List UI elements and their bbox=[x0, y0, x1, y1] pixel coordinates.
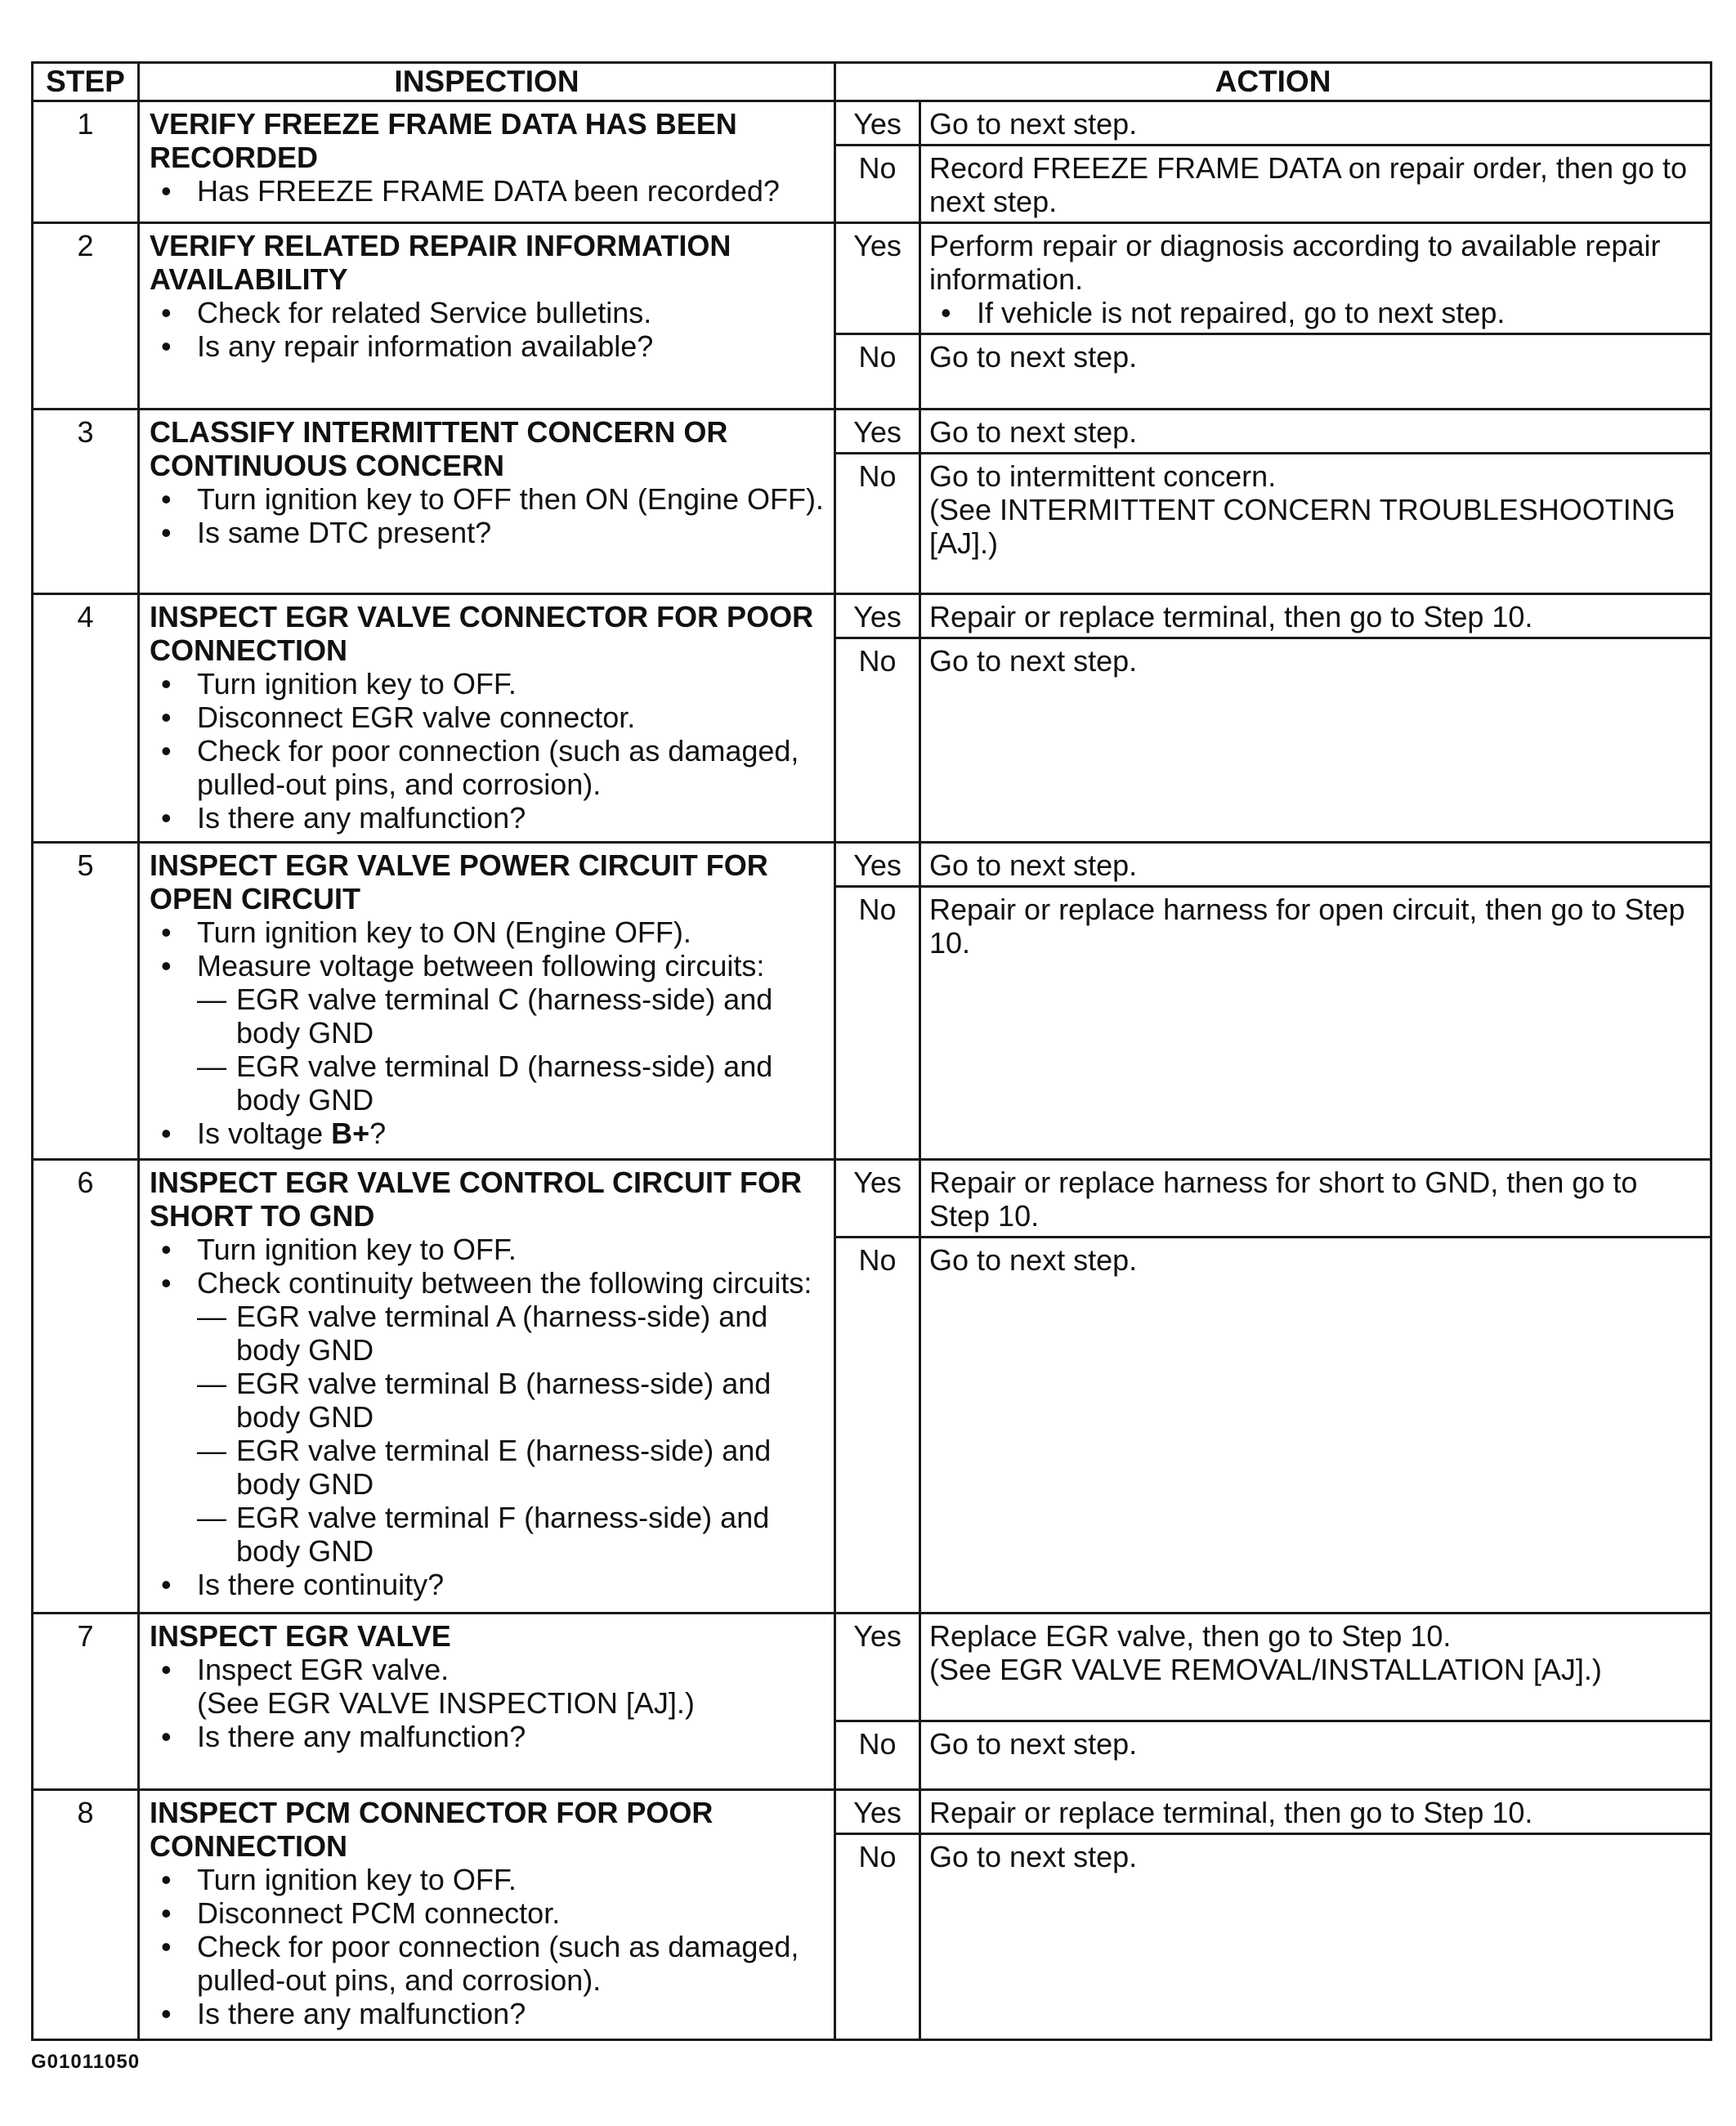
answer-no: No bbox=[835, 1834, 920, 2040]
checklist-text: Check for poor connection (such as damaged, pulled-out pins, and corrosion). bbox=[197, 734, 799, 801]
table-row bbox=[33, 594, 1711, 638]
checklist-item bbox=[150, 1266, 829, 1568]
checklist-item bbox=[150, 801, 829, 835]
checklist-item bbox=[150, 1863, 829, 1896]
answer-no: No bbox=[835, 638, 920, 843]
table-row bbox=[33, 1614, 1711, 1721]
answer-yes: Yes bbox=[835, 223, 920, 334]
table-row bbox=[33, 1160, 1711, 1238]
step-number: 4 bbox=[33, 594, 139, 843]
table-row bbox=[33, 1790, 1711, 1834]
checklist-item bbox=[150, 329, 829, 363]
answer-yes: Yes bbox=[835, 843, 920, 887]
checklist-text: Turn ignition key to OFF. bbox=[197, 1863, 517, 1896]
action-cell bbox=[920, 843, 1711, 887]
action-cell bbox=[920, 1160, 1711, 1238]
inspection-title: INSPECT PCM CONNECTOR FOR POOR CONNECTION bbox=[150, 1796, 714, 1863]
inspection-checklist bbox=[150, 1863, 829, 2030]
table-row bbox=[33, 843, 1711, 887]
answer-no: No bbox=[835, 145, 920, 223]
step-number: 8 bbox=[33, 1790, 139, 2040]
inspection-checklist bbox=[150, 915, 829, 1150]
checklist-text: Is there any malfunction? bbox=[197, 801, 526, 835]
action-cell bbox=[920, 454, 1711, 594]
inspection-checklist bbox=[150, 482, 829, 549]
action-cell bbox=[920, 887, 1711, 1160]
sub-checklist-item: — EGR valve terminal C (harness-side) and body GND bbox=[197, 982, 829, 1050]
checklist-item bbox=[150, 1653, 829, 1720]
checklist-text: Is there continuity? bbox=[197, 1568, 445, 1601]
checklist-item bbox=[150, 1233, 829, 1266]
checklist-item bbox=[150, 734, 829, 801]
checklist-item bbox=[150, 174, 829, 208]
inspection-cell bbox=[139, 101, 835, 223]
step-number: 1 bbox=[33, 101, 139, 223]
checklist-item bbox=[150, 949, 829, 1117]
inspection-title: INSPECT EGR VALVE POWER CIRCUIT FOR OPEN CIRCUIT bbox=[150, 848, 768, 915]
checklist-emphasis: B+ bbox=[331, 1117, 370, 1150]
action-text: Perform repair or diagnosis according to available repair information. bbox=[929, 229, 1661, 296]
answer-yes: Yes bbox=[835, 1160, 920, 1238]
action-cell bbox=[920, 145, 1711, 223]
sub-checklist-item: — EGR valve terminal A (harness-side) and body GND bbox=[197, 1300, 829, 1367]
action-text: Go to next step. bbox=[929, 1243, 1138, 1277]
inspection-checklist bbox=[150, 174, 829, 208]
step-number: 5 bbox=[33, 843, 139, 1160]
checklist-text: Check for related Service bulletins. bbox=[197, 296, 652, 329]
checklist-text: Measure voltage between following circuits: bbox=[197, 949, 765, 982]
checklist-text: Disconnect EGR valve connector. bbox=[197, 700, 636, 734]
action-text: Go to next step. bbox=[929, 415, 1138, 449]
inspection-cell bbox=[139, 843, 835, 1160]
inspection-title: INSPECT EGR VALVE bbox=[150, 1619, 451, 1653]
inspection-title: VERIFY RELATED REPAIR INFORMATION AVAILABILITY bbox=[150, 229, 732, 296]
action-text: Repair or replace terminal, then go to Step 10. bbox=[929, 1796, 1533, 1829]
checklist-text: Turn ignition key to OFF then ON (Engine OFF). bbox=[197, 482, 824, 516]
inspection-cell bbox=[139, 1790, 835, 2040]
action-text: Go to next step. bbox=[929, 340, 1138, 374]
checklist-text: Is there any malfunction? bbox=[197, 1997, 526, 2030]
action-cell bbox=[920, 410, 1711, 454]
checklist-item bbox=[150, 296, 829, 329]
checklist-reference: (See EGR VALVE INSPECTION [AJ].) bbox=[197, 1686, 695, 1720]
inspection-title: VERIFY FREEZE FRAME DATA HAS BEEN RECORDED bbox=[150, 107, 737, 174]
action-cell bbox=[920, 594, 1711, 638]
troubleshooting-document bbox=[31, 61, 1710, 2034]
action-cell bbox=[920, 1834, 1711, 2040]
checklist-text: Is same DTC present? bbox=[197, 516, 492, 549]
step-number: 2 bbox=[33, 223, 139, 410]
inspection-checklist bbox=[150, 1653, 829, 1753]
action-cell bbox=[920, 101, 1711, 145]
action-text: Go to next step. bbox=[929, 107, 1138, 141]
action-text: Repair or replace terminal, then go to Step 10. bbox=[929, 600, 1533, 633]
checklist-item bbox=[150, 1720, 829, 1753]
checklist-text: Is any repair information available? bbox=[197, 329, 654, 363]
inspection-cell bbox=[139, 1160, 835, 1614]
inspection-checklist bbox=[150, 296, 829, 363]
answer-no: No bbox=[835, 1721, 920, 1790]
checklist-text-suffix: ? bbox=[369, 1117, 387, 1150]
action-text: Go to next step. bbox=[929, 848, 1138, 882]
action-bullets bbox=[929, 296, 1702, 329]
checklist-item bbox=[150, 1997, 829, 2030]
action-text: Go to intermittent concern. bbox=[929, 459, 1277, 493]
answer-yes: Yes bbox=[835, 1790, 920, 1834]
inspection-cell bbox=[139, 410, 835, 594]
checklist-item bbox=[150, 1568, 829, 1601]
action-cell bbox=[920, 1721, 1711, 1790]
checklist-item bbox=[150, 667, 829, 700]
action-cell bbox=[920, 223, 1711, 334]
checklist-text: Inspect EGR valve. bbox=[197, 1653, 450, 1686]
checklist-text: Turn ignition key to OFF. bbox=[197, 1233, 517, 1266]
checklist-text: Is voltage bbox=[197, 1117, 332, 1150]
inspection-cell bbox=[139, 223, 835, 410]
action-text: Repair or replace harness for short to GND, then go to Step 10. bbox=[929, 1166, 1638, 1233]
action-text: Go to next step. bbox=[929, 644, 1138, 678]
sub-checklist-item: — EGR valve terminal E (harness-side) and body GND bbox=[197, 1434, 829, 1501]
checklist-text: Disconnect PCM connector. bbox=[197, 1896, 561, 1930]
answer-yes: Yes bbox=[835, 594, 920, 638]
action-text: Go to next step. bbox=[929, 1840, 1138, 1873]
action-text: Record FREEZE FRAME DATA on repair order, then go to next step. bbox=[929, 151, 1688, 218]
table-row bbox=[33, 410, 1711, 454]
sub-checklist bbox=[197, 982, 829, 1117]
action-cell bbox=[920, 1790, 1711, 1834]
action-text: (See EGR VALVE REMOVAL/INSTALLATION [AJ].) bbox=[929, 1653, 1602, 1686]
inspection-title: INSPECT EGR VALVE CONNECTOR FOR POOR CONNECTION bbox=[150, 600, 814, 667]
action-cell bbox=[920, 1238, 1711, 1614]
table-row bbox=[33, 223, 1711, 334]
checklist-item bbox=[150, 1117, 829, 1150]
answer-yes: Yes bbox=[835, 1614, 920, 1721]
checklist-text: Turn ignition key to ON (Engine OFF). bbox=[197, 915, 691, 949]
step-number: 6 bbox=[33, 1160, 139, 1614]
checklist-item bbox=[150, 1896, 829, 1930]
header-action: ACTION bbox=[835, 63, 1711, 101]
sub-checklist bbox=[197, 1300, 829, 1568]
action-text: (See INTERMITTENT CONCERN TROUBLESHOOTING [AJ].) bbox=[929, 493, 1676, 560]
action-cell bbox=[920, 334, 1711, 410]
inspection-checklist bbox=[150, 667, 829, 835]
answer-no: No bbox=[835, 1238, 920, 1614]
sub-checklist-item: — EGR valve terminal D (harness-side) and body GND bbox=[197, 1050, 829, 1117]
answer-yes: Yes bbox=[835, 410, 920, 454]
sub-checklist-item: — EGR valve terminal F (harness-side) and body GND bbox=[197, 1501, 829, 1568]
step-number: 3 bbox=[33, 410, 139, 594]
action-text: Go to next step. bbox=[929, 1727, 1138, 1761]
checklist-item bbox=[150, 516, 829, 549]
inspection-cell bbox=[139, 1614, 835, 1790]
header-step: STEP bbox=[33, 63, 139, 101]
checklist-text: Check for poor connection (such as damaged, pulled-out pins, and corrosion). bbox=[197, 1930, 799, 1997]
inspection-title: INSPECT EGR VALVE CONTROL CIRCUIT FOR SHORT TO GND bbox=[150, 1166, 803, 1233]
checklist-item bbox=[150, 915, 829, 949]
action-text: Replace EGR valve, then go to Step 10. bbox=[929, 1619, 1452, 1653]
inspection-title: CLASSIFY INTERMITTENT CONCERN OR CONTINUOUS CONCERN bbox=[150, 415, 728, 482]
step-number: 7 bbox=[33, 1614, 139, 1790]
table-row bbox=[33, 101, 1711, 145]
inspection-cell bbox=[139, 594, 835, 843]
figure-code: G01011050 bbox=[31, 2051, 141, 2073]
answer-no: No bbox=[835, 887, 920, 1160]
action-text: Repair or replace harness for open circuit, then go to Step 10. bbox=[929, 893, 1685, 960]
inspection-checklist bbox=[150, 1233, 829, 1601]
action-cell bbox=[920, 1614, 1711, 1721]
checklist-text: Is there any malfunction? bbox=[197, 1720, 526, 1753]
checklist-text: Turn ignition key to OFF. bbox=[197, 667, 517, 700]
action-cell bbox=[920, 638, 1711, 843]
sub-checklist-item: — EGR valve terminal B (harness-side) and body GND bbox=[197, 1367, 829, 1434]
checklist-item bbox=[150, 1930, 829, 1997]
header-inspection: INSPECTION bbox=[139, 63, 835, 101]
checklist-text: Has FREEZE FRAME DATA been recorded? bbox=[197, 174, 780, 208]
answer-no: No bbox=[835, 334, 920, 410]
checklist-item bbox=[150, 700, 829, 734]
checklist-text: Check continuity between the following circuits: bbox=[197, 1266, 812, 1300]
troubleshooting-table bbox=[31, 61, 1712, 2041]
answer-no: No bbox=[835, 454, 920, 594]
table-header-row bbox=[33, 63, 1711, 101]
action-bullet: • If vehicle is not repaired, go to next step. bbox=[929, 296, 1702, 329]
answer-yes: Yes bbox=[835, 101, 920, 145]
checklist-item bbox=[150, 482, 829, 516]
